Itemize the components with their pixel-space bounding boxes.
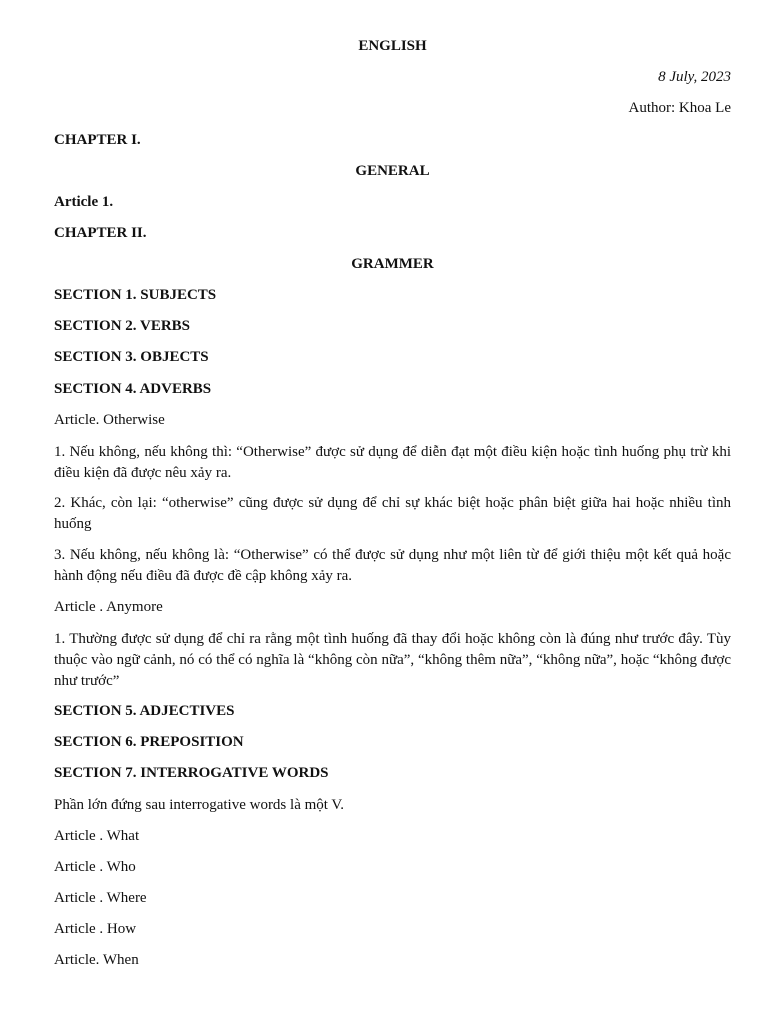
section-heading-adverbs: SECTION 4. ADVERBS (54, 381, 212, 397)
article-heading-when: Article. When (54, 952, 139, 968)
section-heading-adjectives: SECTION 5. ADJECTIVES (54, 703, 235, 719)
section-heading-objects: SECTION 3. OBJECTS (54, 349, 209, 365)
document-author: Author: Khoa Le (628, 100, 731, 116)
article-heading-how: Article . How (54, 921, 137, 937)
document-title: ENGLISH (358, 38, 427, 54)
article-heading-what: Article . What (54, 828, 140, 844)
article-heading-anymore: Article . Anymore (54, 599, 163, 615)
article-heading-otherwise: Article. Otherwise (54, 412, 165, 428)
article-heading-where: Article . Where (54, 890, 147, 906)
otherwise-paragraph-3: 3. Nếu không, nếu không là: “Otherwise” có thể được sử dụng như một liên từ để giới thiệu một kết quả hoặc hành động nếu điều đã được đề cập không xảy ra. (54, 547, 731, 584)
section-heading-verbs: SECTION 2. VERBS (54, 318, 191, 334)
chapter-title-grammer: GRAMMER (351, 256, 434, 272)
article-heading-who: Article . Who (54, 859, 136, 875)
document-date: 8 July, 2023 (658, 69, 731, 85)
otherwise-paragraph-2: 2. Khác, còn lại: “otherwise” cũng được sử dụng để chỉ sự khác biệt hoặc phân biệt giữa hai hoặc nhiều tình huống (54, 495, 731, 532)
chapter-title-general: GENERAL (355, 163, 430, 179)
article-heading-1: Article 1. (54, 194, 114, 210)
chapter-heading-1: CHAPTER I. (54, 132, 141, 148)
otherwise-paragraph-1: 1. Nếu không, nếu không thì: “Otherwise” được sử dụng để diễn đạt một điều kiện hoặc tình huống phụ trừ khi điều kiện đã được nêu xảy ra. (54, 444, 731, 481)
chapter-heading-2: CHAPTER II. (54, 225, 147, 241)
section-heading-interrogative: SECTION 7. INTERROGATIVE WORDS (54, 765, 329, 781)
section-heading-subjects: SECTION 1. SUBJECTS (54, 287, 217, 303)
anymore-paragraph-1: 1. Thường được sử dụng để chỉ ra rằng một tình huống đã thay đổi hoặc không còn là đúng như trước đây. Tùy thuộc vào ngữ cảnh, nó có thể có nghĩa là “không còn nữa”, “không thêm nữa”, “không nữa”, hoặc “không được như trước” (54, 631, 731, 689)
interrogative-note: Phần lớn đứng sau interrogative words là một V. (54, 797, 345, 813)
section-heading-preposition: SECTION 6. PREPOSITION (54, 734, 244, 750)
